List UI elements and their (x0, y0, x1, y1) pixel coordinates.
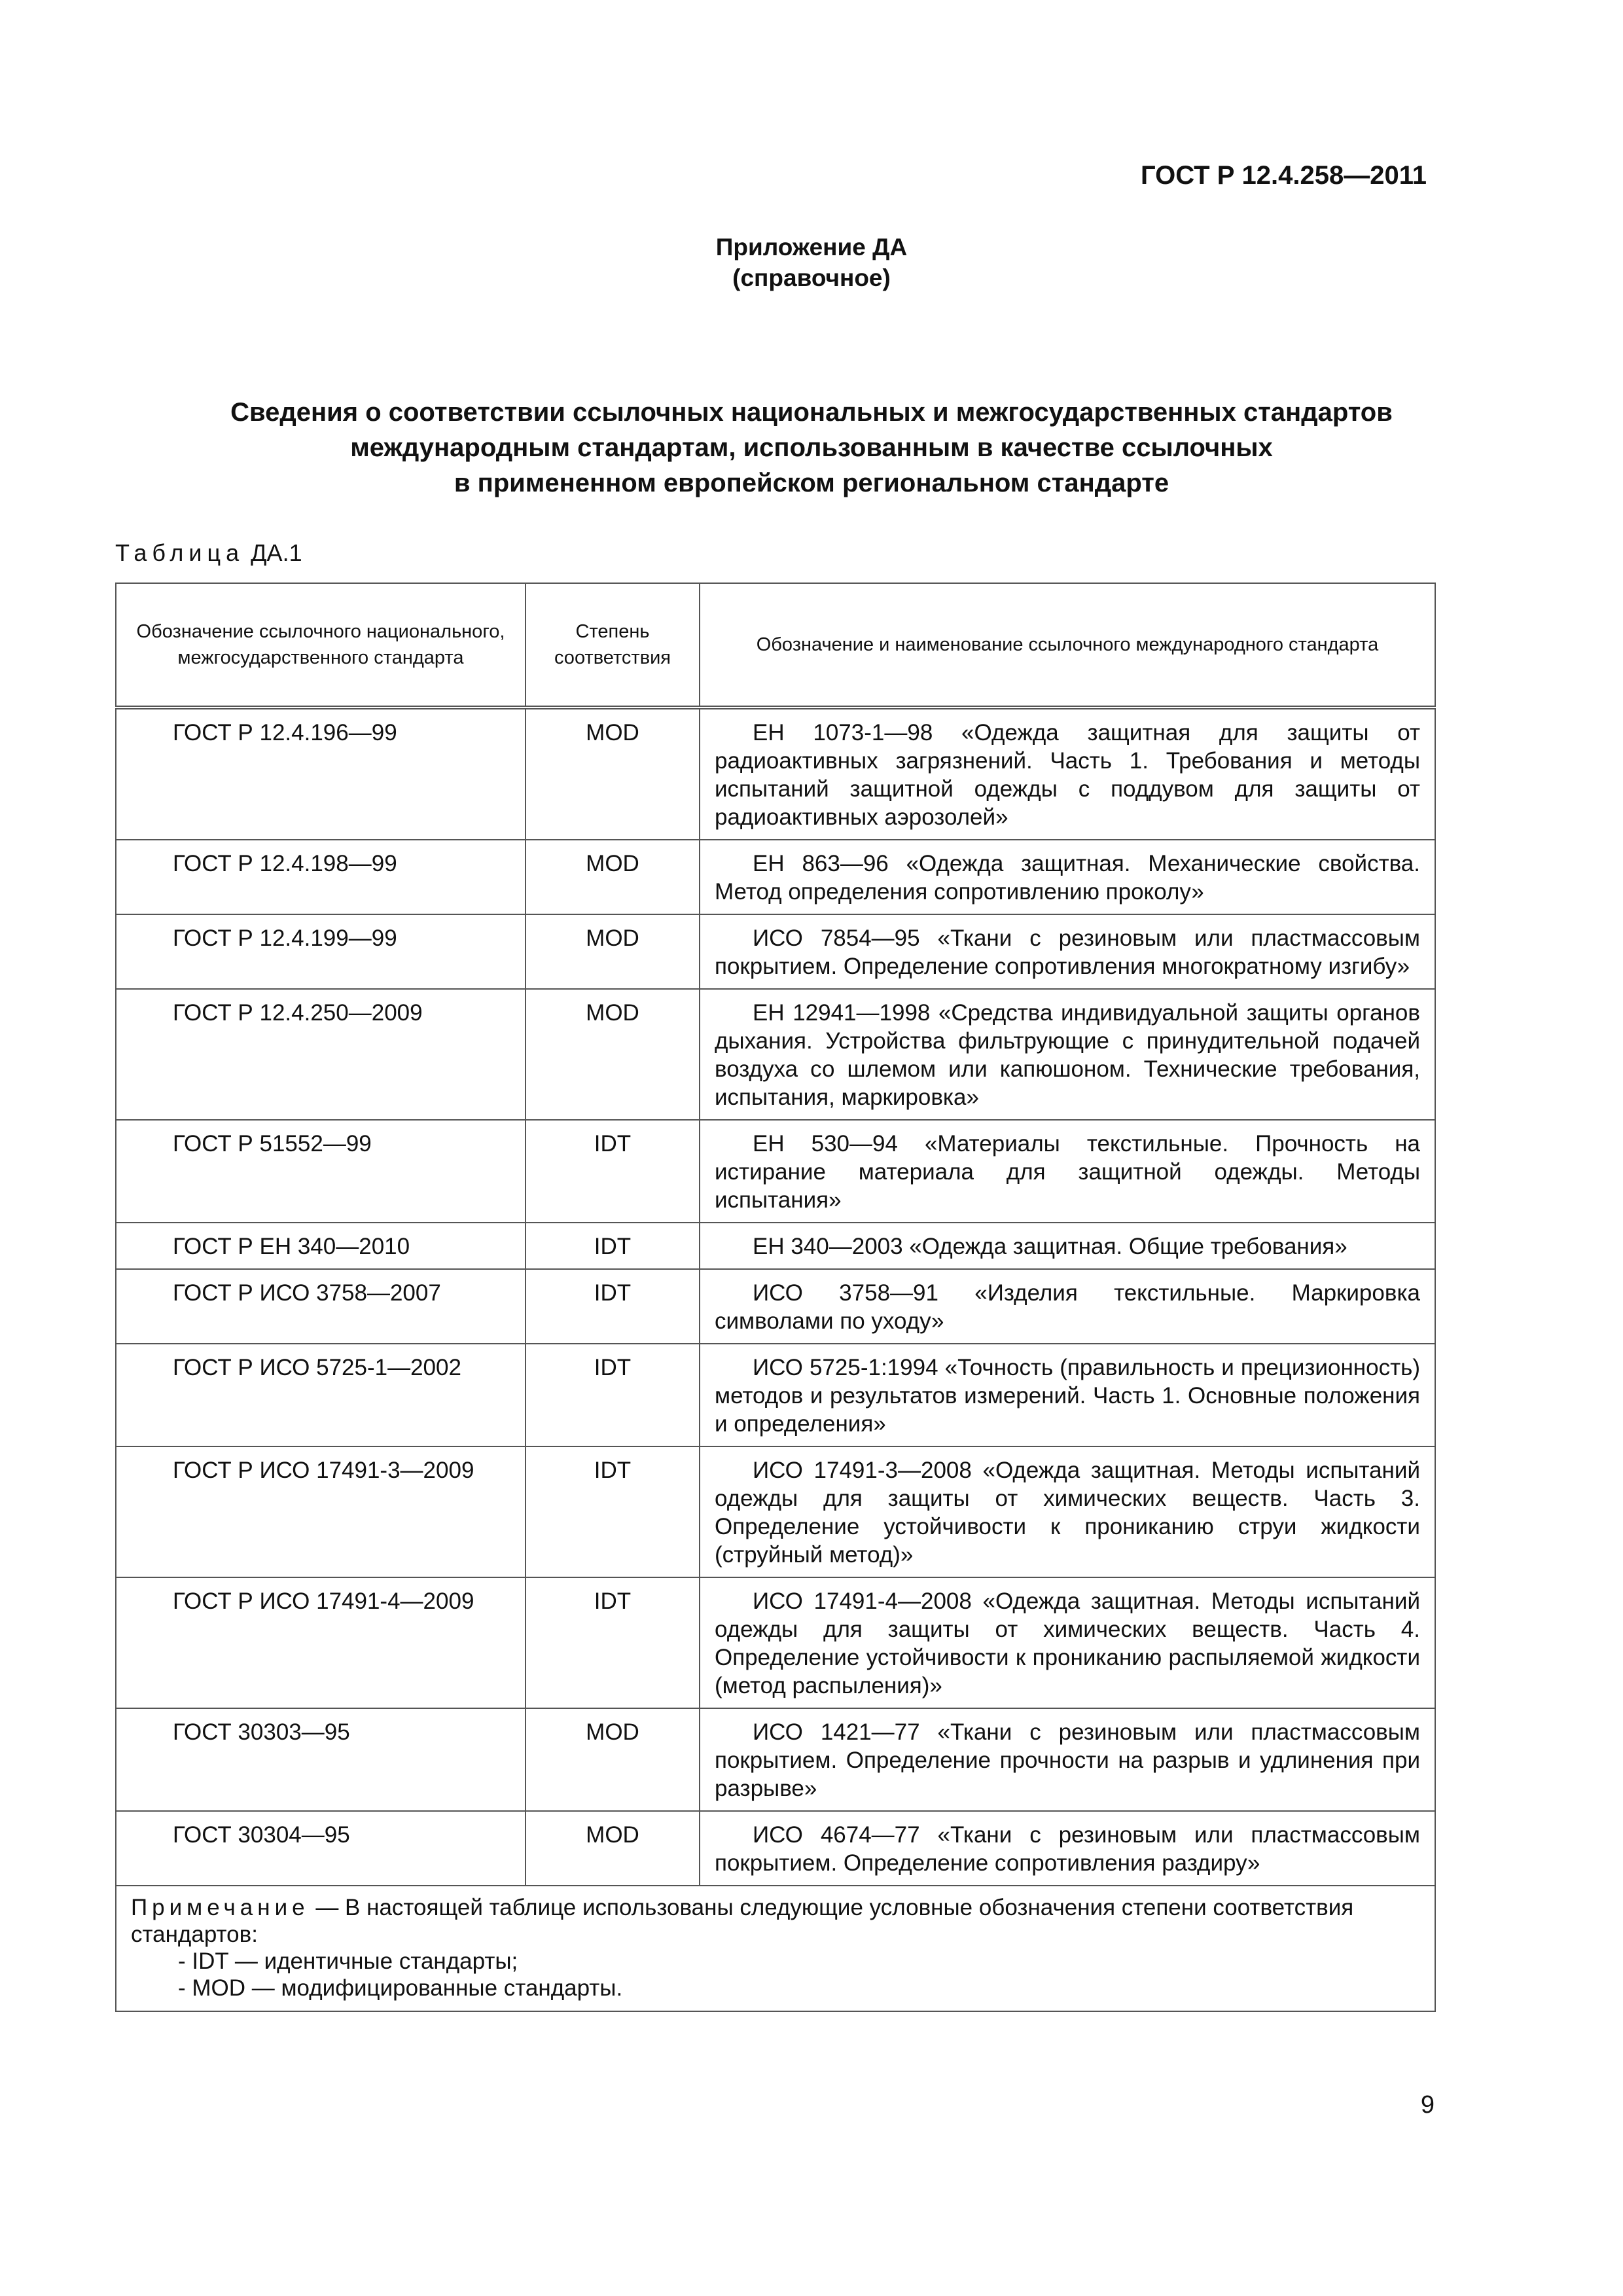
national-standard-cell: ГОСТ 30304—95 (116, 1811, 526, 1886)
international-standard-cell: ИСО 3758—91 «Изделия текстильные. Маркировка символами по уходу» (700, 1269, 1435, 1344)
degree-cell: MOD (526, 840, 700, 914)
note-list-item: - IDT — идентичные стандарты; (178, 1948, 518, 1974)
international-standard-cell: ЕН 530—94 «Материалы текстильные. Прочность на истирание материала для защитной одежды. Методы испытания» (700, 1120, 1435, 1223)
table-row (116, 840, 1435, 914)
degree-cell: MOD (526, 1811, 700, 1886)
degree-cell: IDT (526, 1446, 700, 1577)
note-body: — В настоящей таблице использованы следующие условные обозначения степени соответствия стандартов: (131, 1895, 1354, 1947)
note-label: Примечание (131, 1895, 310, 1920)
national-standard-cell: ГОСТ Р 51552—99 (116, 1120, 526, 1223)
section-title-line: в примененном европейском региональном стандарте (454, 469, 1169, 497)
degree-cell: IDT (526, 1269, 700, 1344)
table-row (116, 989, 1435, 1120)
degree-cell: IDT (526, 1120, 700, 1223)
national-standard-cell: ГОСТ Р 12.4.199—99 (116, 914, 526, 989)
national-standard-cell: ГОСТ Р ЕН 340—2010 (116, 1223, 526, 1269)
international-standard-cell: ИСО 17491-4—2008 «Одежда защитная. Методы испытаний одежды для защиты от химических веществ. Часть 4. Определение устойчивости к прониканию распыляемой жидкости (метод распыления)» (700, 1577, 1435, 1708)
table-row (116, 1577, 1435, 1708)
international-standard-cell: ЕН 12941—1998 «Средства индивидуальной защиты органов дыхания. Устройства фильтрующие с принудительной подачей воздуха со шлемом или капюшоном. Технические требования, испытания, маркировка» (700, 989, 1435, 1120)
international-standard-cell: ЕН 340—2003 «Одежда защитная. Общие требования» (700, 1223, 1435, 1269)
degree-cell: MOD (526, 989, 700, 1120)
international-standard-cell: ИСО 7854—95 «Ткани с резиновым или пластмассовым покрытием. Определение сопротивления многократному изгибу» (700, 914, 1435, 989)
note-list-item: - MOD — модифицированные стандарты. (178, 1975, 623, 2001)
standards-table (115, 583, 1436, 2012)
table-row (116, 1269, 1435, 1344)
national-standard-cell: ГОСТ Р ИСО 17491-4—2009 (116, 1577, 526, 1708)
degree-cell: IDT (526, 1223, 700, 1269)
national-standard-cell: ГОСТ Р ИСО 17491-3—2009 (116, 1446, 526, 1577)
table-note (116, 1886, 1435, 2011)
section-title (0, 395, 1623, 501)
section-title-line: Сведения о соответствии ссылочных национальных и межгосударственных стандартов (230, 398, 1393, 427)
degree-cell: MOD (526, 914, 700, 989)
table-row (116, 1120, 1435, 1223)
appendix-subtitle: (справочное) (732, 264, 891, 291)
note-text (131, 1894, 1420, 1948)
international-standard-cell: ИСО 17491-3—2008 «Одежда защитная. Методы испытаний одежды для защиты от химических веществ. Часть 3. Определение устойчивости к прониканию струи жидкости (струйный метод)» (700, 1446, 1435, 1577)
header-international-standard: Обозначение и наименование ссылочного международного стандарта (700, 583, 1435, 708)
national-standard-cell: ГОСТ Р ИСО 5725-1—2002 (116, 1344, 526, 1446)
table-row (116, 1223, 1435, 1269)
header-national-standard: Обозначение ссылочного национального, межгосударственного стандарта (116, 583, 526, 708)
national-standard-cell: ГОСТ Р 12.4.250—2009 (116, 989, 526, 1120)
table-caption-label: Таблица (115, 539, 245, 566)
international-standard-cell: ИСО 1421—77 «Ткани с резиновым или пластмассовым покрытием. Определение прочности на разрыв и удлинения при разрыве» (700, 1708, 1435, 1811)
document-code: ГОСТ Р 12.4.258—2011 (1141, 161, 1427, 190)
appendix-title: Приложение ДА (715, 234, 908, 260)
national-standard-cell: ГОСТ Р 12.4.198—99 (116, 840, 526, 914)
degree-cell: MOD (526, 708, 700, 840)
national-standard-cell: ГОСТ Р ИСО 3758—2007 (116, 1269, 526, 1344)
table-row (116, 1446, 1435, 1577)
table-row (116, 1811, 1435, 1886)
table-row (116, 1344, 1435, 1446)
table-caption-number: ДА.1 (251, 539, 302, 566)
header-degree: Степень соответствия (526, 583, 700, 708)
international-standard-cell: ИСО 5725-1:1994 «Точность (правильность и прецизионность) методов и результатов измерений. Часть 1. Основные положения и определения» (700, 1344, 1435, 1446)
appendix-heading (0, 232, 1623, 293)
national-standard-cell: ГОСТ Р 12.4.196—99 (116, 708, 526, 840)
international-standard-cell: ИСО 4674—77 «Ткани с резиновым или пластмассовым покрытием. Определение сопротивления раздиру» (700, 1811, 1435, 1886)
degree-cell: MOD (526, 1708, 700, 1811)
national-standard-cell: ГОСТ 30303—95 (116, 1708, 526, 1811)
table-header-row (116, 583, 1435, 708)
table-row (116, 708, 1435, 840)
page-number: 9 (1420, 2091, 1435, 2119)
international-standard-cell: ЕН 1073-1—98 «Одежда защитная для защиты от радиоактивных загрязнений. Часть 1. Требования и методы испытаний защитной одежды с поддувом для защиты от радиоактивных аэрозолей» (700, 708, 1435, 840)
degree-cell: IDT (526, 1577, 700, 1708)
table-row (116, 914, 1435, 989)
table-row (116, 1708, 1435, 1811)
degree-cell: IDT (526, 1344, 700, 1446)
international-standard-cell: ЕН 863—96 «Одежда защитная. Механические свойства. Метод определения сопротивлению проколу» (700, 840, 1435, 914)
table-caption (115, 539, 302, 567)
section-title-line: международным стандартам, использованным в качестве ссылочных (350, 433, 1273, 462)
table-note-row (116, 1886, 1435, 2011)
